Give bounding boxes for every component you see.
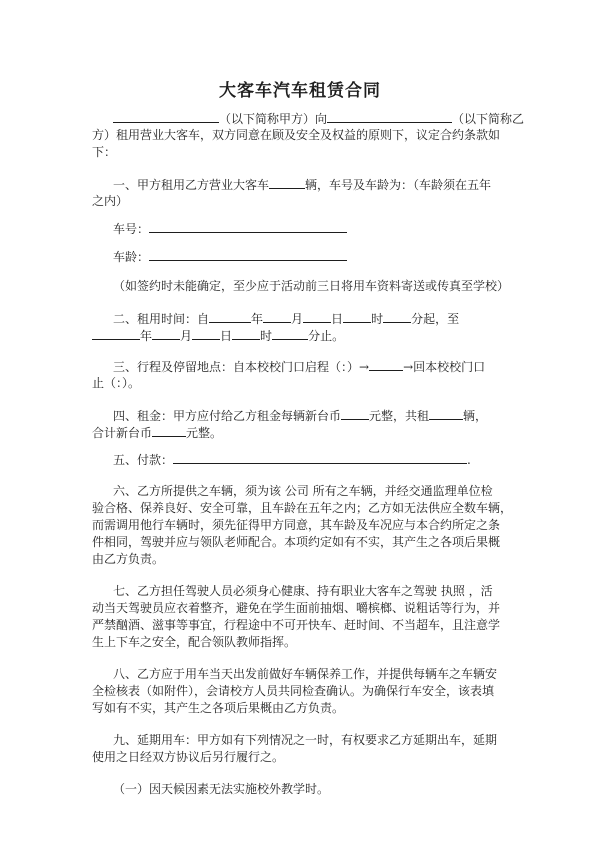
clause-2-line-1: 二、租用时间：自 年 月 日 时 分起，至 (113, 312, 460, 326)
clause-7-line-3: 严禁酗酒、滋事等事宜，行程途中不可开快车、赶时间、不当超车，且注意学 (92, 618, 501, 632)
preamble-line-3: 下： (92, 145, 117, 159)
clause-8-line-1: 八、乙方应于用车当天出发前做好车辆保养工作，并提供每辆车之车辆安 (113, 667, 498, 681)
clause-7-line-4: 生上下车之安全，配合领队教师指挥。 (92, 635, 297, 649)
clause-1-note: （如签约时未能确定，至少应于活动前三日将用车资料寄送或传真至学校） (113, 279, 510, 293)
payment-blank (173, 452, 467, 464)
clause-9-item-1: （一）因天候因素无法实施校外教学时。 (113, 782, 330, 796)
clause-1-line-2: 之内） (92, 194, 129, 208)
clause-7-line-2: 动当天驾驶员应衣着整齐，避免在学生面前抽烟、嚼槟榔、说粗话等行为，并 (92, 601, 501, 615)
clause-6-line-2: 验合格、保养良好、安全可靠，且车龄在五年之内；乙方如无法供应全数车辆， (92, 501, 513, 515)
clause-2-line-2: 年 月 日 时 分止。 (92, 328, 344, 343)
clause-3-line-2: 止（：）。 (92, 376, 141, 390)
plate-number-blank (149, 221, 347, 233)
clause-4-line-2: 合计新台币 元整。 (92, 426, 223, 440)
preamble-line-1: （以下简称甲方）向 （以下简称乙 (113, 111, 524, 126)
plate-number-line: 车号： (113, 221, 347, 236)
clause-6-line-1: 六、乙方所提供之车辆，须为该 公司 所有之车辆，并经交通监理单位检 (113, 484, 493, 498)
clause-7-line-1: 七、乙方担任驾驶人员必须身心健康、持有职业大客车之驾驶 执照 ，活 (113, 584, 493, 598)
bus-count-blank (269, 177, 305, 189)
vehicle-age-blank (149, 249, 347, 261)
clause-5-line: 五、付款： . (113, 453, 471, 467)
clause-4-line-1: 四、租金：甲方应付给乙方租金每辆新台币 元整，共租 辆， (113, 409, 488, 423)
clause-8-line-3: 写如有不实，其产生之各项后果概由乙方负责。 (92, 701, 345, 715)
clause-8-line-2: 全检核表（如附件），会请校方人员共同检查确认。为确保行车安全，该表填 (92, 684, 495, 698)
party-b-blank (327, 111, 452, 123)
preamble-line-2: 方）租用营业大客车，双方同意在顾及安全及权益的原则下，议定合约条款如 (92, 128, 501, 142)
clause-9-line-2: 使用之日经双方协议后另行履行之。 (92, 750, 285, 764)
clause-6-line-3: 而需调用他行车辆时，须先征得甲方同意，其车龄及车况应与本合约所定之条 (92, 518, 501, 532)
clause-1-line-1: 一、甲方租用乙方营业大客车 辆，车号及车龄为：（车龄须在五年 (113, 178, 492, 192)
party-a-blank (113, 111, 219, 123)
vehicle-age-line: 车龄： (113, 249, 347, 264)
document-title: 大客车汽车租赁合同 (219, 81, 381, 101)
clause-3-line-1: 三、行程及停留地点：自本校校门口启程（：）→ →回本校校门口 (113, 360, 486, 374)
clause-6-line-5: 由乙方负责。 (92, 552, 165, 566)
clause-9-line-1: 九、延期用车：甲方如有下列情况之一时，有权要求乙方延期出车，延期 (113, 733, 498, 747)
clause-6-line-4: 件相同，驾驶并应与领队老师配合。本项约定如有不实，其产生之各项后果概 (92, 535, 501, 549)
